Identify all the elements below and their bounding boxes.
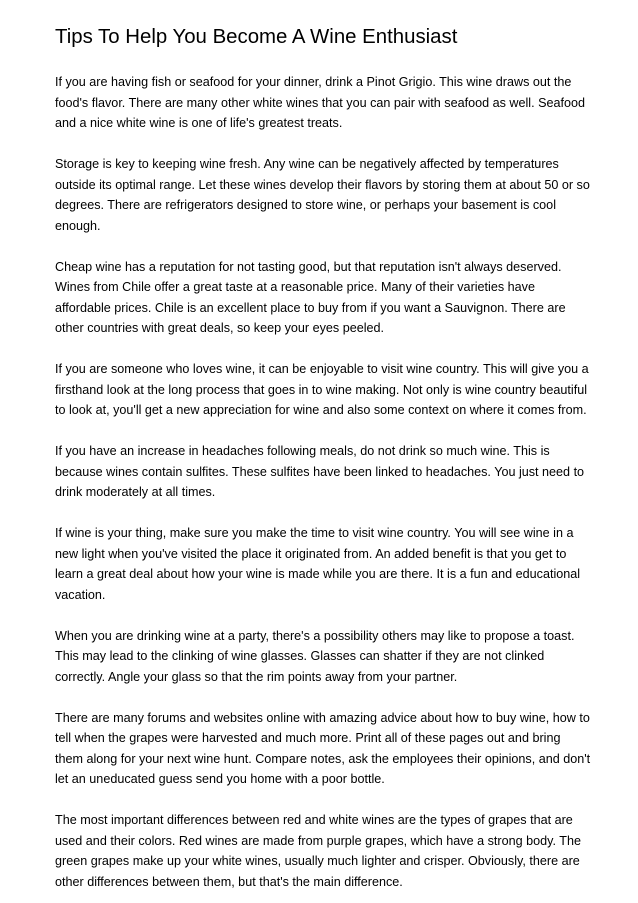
document-title: Tips To Help You Become A Wine Enthusiast	[55, 26, 458, 48]
paragraph-wine-storage: Storage is key to keeping wine fresh. Any wine can be negatively affected by temperatures outside its optimal range. Let these wines develop their flavors by storing them at about 50 or so degrees. There are refrigerators designed to store wine, or perhaps your basement is cool enough.	[55, 157, 590, 233]
paragraph-toast-glasses: When you are drinking wine at a party, there's a possibility others may like to propose a toast. This may lead to the clinking of wine glasses. Glasses can shatter if they are not clinked correctly. Angle your glass so that the rim points away from your partner.	[55, 628, 575, 684]
paragraph-headaches-sulfites: If you have an increase in headaches following meals, do not drink so much wine. This is because wines contain sulfites. These sulfites have been linked to headaches. You just need to drink moderately at all times.	[55, 444, 585, 499]
paragraph-red-white-differences: The most important differences between red and white wines are the types of grapes that are used and their colors. Red wines are made from purple grapes, which have a strong body. The green grapes make up your white wines, usually much lighter and crisper. Obviously, there are other differences between them, but that's the main difference.	[55, 813, 581, 889]
paragraph-wine-country-vacation: If wine is your thing, make sure you make the time to visit wine country. You will see wine in a new light when you've visited the place it originated from. An added benefit is that you get to learn a great deal about how your wine is made while you are there. It is a fun and educational vacation.	[55, 526, 581, 602]
paragraph-visit-wine-country: If you are someone who loves wine, it can be enjoyable to visit wine country. This will give you a firsthand look at the long process that goes in to wine making. Not only is wine country beautiful to look at, you'll get a new appreciation for wine and also some context on where it comes from.	[55, 362, 589, 417]
paragraph-pinot-grigio: If you are having fish or seafood for your dinner, drink a Pinot Grigio. This wine draws out the food's flavor. There are many other white wines that you can pair with seafood as well. Seafood and a nice white wine is one of life's greatest treats.	[55, 75, 586, 130]
document-page	[55, 24, 591, 892]
paragraph-cheap-wine-chile: Cheap wine has a reputation for not tasting good, but that reputation isn't always deserved. Wines from Chile offer a great taste at a reasonable price. Many of their varieties have affordable prices. Chile is an excellent place to buy from if you want a Sauvignon. There are other countries with great deals, so keep your eyes peeled.	[55, 259, 566, 335]
paragraph-forums-websites: There are many forums and websites online with amazing advice about how to buy wine, how to tell when the grapes were harvested and much more. Print all of these pages out and bring them along for your next wine hunt. Compare notes, ask the employees their opinions, and don't let an uneducated guess send you home with a poor bottle.	[55, 710, 591, 786]
